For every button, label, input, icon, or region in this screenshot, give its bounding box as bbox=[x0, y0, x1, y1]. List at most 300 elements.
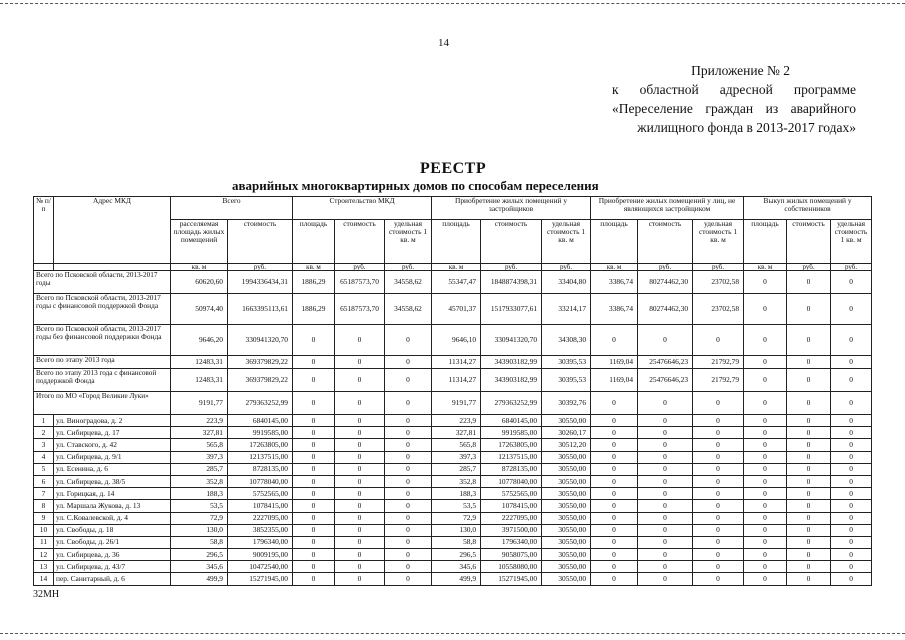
summary-cell: 279363252,99 bbox=[481, 392, 542, 415]
header-row-units bbox=[34, 264, 872, 271]
header-total: Всего bbox=[171, 197, 293, 220]
row-address: ул. Сибирцева, д. 17 bbox=[54, 427, 171, 439]
row-cell: 0 bbox=[385, 536, 432, 548]
summary-cell: 343903182,99 bbox=[481, 369, 542, 392]
row-cell: 0 bbox=[638, 524, 693, 536]
row-cell: 0 bbox=[293, 500, 335, 512]
row-cell: 0 bbox=[591, 439, 638, 451]
row-number: 14 bbox=[34, 573, 54, 585]
summary-cell: 33214,17 bbox=[542, 294, 591, 325]
table-row bbox=[34, 451, 872, 463]
summary-cell: 0 bbox=[787, 325, 831, 356]
row-cell: 0 bbox=[638, 475, 693, 487]
row-cell: 188,3 bbox=[171, 488, 228, 500]
row-cell: 30550,00 bbox=[542, 475, 591, 487]
row-cell: 0 bbox=[385, 524, 432, 536]
row-cell: 0 bbox=[638, 451, 693, 463]
summary-cell: 0 bbox=[831, 356, 872, 369]
row-cell: 58,8 bbox=[171, 536, 228, 548]
header-buyout-cost: стоимость bbox=[787, 220, 831, 264]
row-cell: 0 bbox=[293, 536, 335, 548]
header-construction: Строительство МКД bbox=[293, 197, 432, 220]
header-acquisition-developers: Приобретение жилых помещений у застройщиков bbox=[432, 197, 591, 220]
row-cell: 0 bbox=[831, 500, 872, 512]
row-cell: 0 bbox=[744, 463, 787, 475]
row-address: ул. С.Ковалевской, д. 4 bbox=[54, 512, 171, 524]
row-cell: 30550,00 bbox=[542, 488, 591, 500]
row-cell: 0 bbox=[293, 463, 335, 475]
summary-row bbox=[34, 325, 872, 356]
row-cell: 223,9 bbox=[171, 415, 228, 427]
summary-cell: 1663395113,61 bbox=[228, 294, 293, 325]
row-cell: 0 bbox=[591, 573, 638, 585]
row-cell: 296,5 bbox=[432, 549, 481, 561]
summary-cell: 0 bbox=[744, 325, 787, 356]
row-cell: 352,8 bbox=[171, 475, 228, 487]
row-cell: 0 bbox=[335, 463, 385, 475]
summary-cell: 3386,74 bbox=[591, 271, 638, 294]
row-cell: 0 bbox=[831, 463, 872, 475]
row-cell: 0 bbox=[787, 415, 831, 427]
summary-cell: 0 bbox=[787, 356, 831, 369]
summary-cell: 0 bbox=[693, 392, 744, 415]
unit-label: руб. bbox=[693, 264, 744, 271]
summary-row bbox=[34, 392, 872, 415]
unit-label: руб. bbox=[831, 264, 872, 271]
summary-cell: 12483,31 bbox=[171, 356, 228, 369]
summary-cell: 0 bbox=[831, 369, 872, 392]
row-cell: 10778040,00 bbox=[481, 475, 542, 487]
summary-cell: 9646,10 bbox=[432, 325, 481, 356]
row-cell: 0 bbox=[293, 561, 335, 573]
row-cell: 0 bbox=[293, 439, 335, 451]
row-cell: 30550,00 bbox=[542, 415, 591, 427]
row-cell: 345,6 bbox=[432, 561, 481, 573]
row-cell: 0 bbox=[693, 500, 744, 512]
row-cell: 0 bbox=[591, 415, 638, 427]
unit-label: руб. bbox=[335, 264, 385, 271]
row-cell: 0 bbox=[831, 512, 872, 524]
row-cell: 499,9 bbox=[171, 573, 228, 585]
row-cell: 0 bbox=[787, 427, 831, 439]
row-cell: 0 bbox=[335, 524, 385, 536]
row-cell: 0 bbox=[744, 524, 787, 536]
row-cell: 0 bbox=[787, 536, 831, 548]
row-cell: 0 bbox=[335, 475, 385, 487]
row-cell: 2227095,00 bbox=[228, 512, 293, 524]
summary-cell: 65187573,70 bbox=[335, 271, 385, 294]
row-cell: 0 bbox=[335, 536, 385, 548]
row-cell: 0 bbox=[693, 549, 744, 561]
row-cell: 0 bbox=[787, 463, 831, 475]
summary-cell: 0 bbox=[638, 392, 693, 415]
row-cell: 0 bbox=[335, 500, 385, 512]
summary-cell: 80274462,30 bbox=[638, 271, 693, 294]
row-cell: 12137515,00 bbox=[481, 451, 542, 463]
row-cell: 285,7 bbox=[432, 463, 481, 475]
summary-cell: 1169,04 bbox=[591, 356, 638, 369]
row-cell: 0 bbox=[638, 488, 693, 500]
summary-cell: 0 bbox=[591, 392, 638, 415]
row-cell: 0 bbox=[787, 439, 831, 451]
row-cell: 0 bbox=[335, 415, 385, 427]
appendix-line-4: жилищного фонда в 2013-2017 годах» bbox=[637, 120, 856, 135]
table-row bbox=[34, 488, 872, 500]
row-cell: 72,9 bbox=[432, 512, 481, 524]
row-cell: 0 bbox=[638, 500, 693, 512]
row-cell: 345,6 bbox=[171, 561, 228, 573]
row-cell: 30550,00 bbox=[542, 549, 591, 561]
header-buyout-unit-cost: удельная стоимость 1 кв. м bbox=[831, 220, 872, 264]
row-cell: 0 bbox=[831, 573, 872, 585]
row-cell: 0 bbox=[591, 427, 638, 439]
row-cell: 0 bbox=[385, 415, 432, 427]
summary-cell: 1169,04 bbox=[591, 369, 638, 392]
summary-label: Всего по этапу 2013 года с финансовой поддержкой Фонда bbox=[34, 369, 171, 392]
summary-cell: 0 bbox=[831, 325, 872, 356]
row-cell: 0 bbox=[831, 488, 872, 500]
table-row bbox=[34, 475, 872, 487]
row-cell: 0 bbox=[293, 524, 335, 536]
summary-cell: 9646,20 bbox=[171, 325, 228, 356]
row-cell: 1796340,00 bbox=[481, 536, 542, 548]
row-number: 11 bbox=[34, 536, 54, 548]
row-cell: 0 bbox=[787, 451, 831, 463]
row-cell: 12137515,00 bbox=[228, 451, 293, 463]
summary-cell: 45701,37 bbox=[432, 294, 481, 325]
summary-cell: 0 bbox=[787, 294, 831, 325]
header-buyout: Выкуп жилых помещений у собственников bbox=[744, 197, 872, 220]
row-cell: 0 bbox=[693, 427, 744, 439]
row-cell: 0 bbox=[385, 512, 432, 524]
summary-cell: 21792,79 bbox=[693, 369, 744, 392]
summary-cell: 0 bbox=[293, 369, 335, 392]
row-cell: 30260,17 bbox=[542, 427, 591, 439]
summary-cell: 0 bbox=[787, 369, 831, 392]
table-row bbox=[34, 463, 872, 475]
row-cell: 0 bbox=[293, 475, 335, 487]
row-cell: 0 bbox=[787, 512, 831, 524]
summary-cell: 0 bbox=[385, 356, 432, 369]
row-cell: 0 bbox=[385, 427, 432, 439]
row-cell: 0 bbox=[293, 427, 335, 439]
row-cell: 0 bbox=[335, 488, 385, 500]
row-cell: 15271945,00 bbox=[228, 573, 293, 585]
document-title: РЕЕСТР bbox=[420, 160, 487, 177]
row-cell: 0 bbox=[293, 549, 335, 561]
row-number: 7 bbox=[34, 488, 54, 500]
row-cell: 0 bbox=[744, 512, 787, 524]
row-cell: 0 bbox=[693, 439, 744, 451]
header-buyout-area: площадь bbox=[744, 220, 787, 264]
summary-cell: 0 bbox=[744, 294, 787, 325]
row-cell: 3971500,00 bbox=[481, 524, 542, 536]
row-address: ул. Горицкая, д. 14 bbox=[54, 488, 171, 500]
row-cell: 0 bbox=[787, 500, 831, 512]
row-address: ул. Есенина, д. 6 bbox=[54, 463, 171, 475]
row-address: ул. Свободы, д. 18 bbox=[54, 524, 171, 536]
row-cell: 8728135,00 bbox=[481, 463, 542, 475]
row-cell: 0 bbox=[831, 427, 872, 439]
summary-cell: 0 bbox=[744, 369, 787, 392]
unit-label: руб. bbox=[481, 264, 542, 271]
summary-cell: 23702,58 bbox=[693, 271, 744, 294]
summary-cell: 3386,74 bbox=[591, 294, 638, 325]
row-cell: 0 bbox=[385, 573, 432, 585]
row-cell: 296,5 bbox=[171, 549, 228, 561]
row-cell: 0 bbox=[787, 524, 831, 536]
footer-code: 32МН bbox=[33, 589, 60, 600]
row-address: ул. Виноградова, д. 2 bbox=[54, 415, 171, 427]
summary-cell: 369379829,22 bbox=[228, 369, 293, 392]
table-row bbox=[34, 439, 872, 451]
summary-cell: 9191,77 bbox=[171, 392, 228, 415]
row-cell: 30550,00 bbox=[542, 463, 591, 475]
header-acqdev-area: площадь bbox=[432, 220, 481, 264]
unit-label: руб. bbox=[542, 264, 591, 271]
summary-cell: 0 bbox=[831, 392, 872, 415]
row-cell: 0 bbox=[831, 451, 872, 463]
unit-empty-addr bbox=[54, 264, 171, 271]
summary-cell: 11314,27 bbox=[432, 369, 481, 392]
summary-cell: 0 bbox=[293, 356, 335, 369]
row-cell: 0 bbox=[591, 536, 638, 548]
row-cell: 0 bbox=[831, 415, 872, 427]
summary-row bbox=[34, 356, 872, 369]
row-cell: 0 bbox=[693, 475, 744, 487]
row-cell: 0 bbox=[787, 475, 831, 487]
row-cell: 0 bbox=[638, 427, 693, 439]
table-row bbox=[34, 549, 872, 561]
header-acqother-cost: стоимость bbox=[638, 220, 693, 264]
summary-cell: 279363252,99 bbox=[228, 392, 293, 415]
appendix-line-2: к областной адресной программе bbox=[612, 82, 856, 97]
row-cell: 0 bbox=[591, 451, 638, 463]
row-cell: 0 bbox=[744, 500, 787, 512]
row-cell: 0 bbox=[591, 561, 638, 573]
row-cell: 5752565,00 bbox=[228, 488, 293, 500]
row-cell: 0 bbox=[787, 573, 831, 585]
summary-cell: 0 bbox=[744, 356, 787, 369]
row-cell: 0 bbox=[787, 549, 831, 561]
row-cell: 130,0 bbox=[432, 524, 481, 536]
row-number: 2 bbox=[34, 427, 54, 439]
table-row bbox=[34, 561, 872, 573]
row-cell: 0 bbox=[693, 415, 744, 427]
summary-cell: 0 bbox=[293, 325, 335, 356]
summary-cell: 1886,29 bbox=[293, 271, 335, 294]
summary-cell: 343903182,99 bbox=[481, 356, 542, 369]
row-cell: 1796340,00 bbox=[228, 536, 293, 548]
unit-label: руб. bbox=[787, 264, 831, 271]
row-cell: 397,3 bbox=[432, 451, 481, 463]
summary-cell: 30395,53 bbox=[542, 356, 591, 369]
summary-cell: 330941320,70 bbox=[228, 325, 293, 356]
row-cell: 0 bbox=[831, 561, 872, 573]
row-cell: 6840145,00 bbox=[228, 415, 293, 427]
row-cell: 327,81 bbox=[432, 427, 481, 439]
row-cell: 9009195,00 bbox=[228, 549, 293, 561]
summary-cell: 1517933077,61 bbox=[481, 294, 542, 325]
summary-cell: 330941320,70 bbox=[481, 325, 542, 356]
row-number: 1 bbox=[34, 415, 54, 427]
row-cell: 0 bbox=[744, 488, 787, 500]
row-address: ул. Ставского, д. 42 bbox=[54, 439, 171, 451]
row-cell: 0 bbox=[693, 463, 744, 475]
row-cell: 0 bbox=[638, 512, 693, 524]
row-cell: 285,7 bbox=[171, 463, 228, 475]
row-cell: 30512,20 bbox=[542, 439, 591, 451]
row-cell: 0 bbox=[591, 512, 638, 524]
row-cell: 1078415,00 bbox=[228, 500, 293, 512]
summary-cell: 0 bbox=[385, 392, 432, 415]
row-address: пер. Санитарный, д. 6 bbox=[54, 573, 171, 585]
row-cell: 10558080,00 bbox=[481, 561, 542, 573]
unit-label: руб. bbox=[228, 264, 293, 271]
row-cell: 2227095,00 bbox=[481, 512, 542, 524]
row-cell: 0 bbox=[385, 488, 432, 500]
row-cell: 0 bbox=[385, 475, 432, 487]
row-cell: 30550,00 bbox=[542, 512, 591, 524]
header-build-cost: стоимость bbox=[335, 220, 385, 264]
row-cell: 0 bbox=[744, 439, 787, 451]
row-number: 6 bbox=[34, 475, 54, 487]
row-cell: 30550,00 bbox=[542, 573, 591, 585]
summary-cell: 0 bbox=[385, 369, 432, 392]
row-cell: 0 bbox=[335, 512, 385, 524]
row-cell: 130,0 bbox=[171, 524, 228, 536]
row-cell: 5752565,00 bbox=[481, 488, 542, 500]
page-number: 14 bbox=[438, 37, 449, 49]
row-cell: 327,81 bbox=[171, 427, 228, 439]
row-cell: 0 bbox=[693, 573, 744, 585]
row-cell: 0 bbox=[638, 463, 693, 475]
row-cell: 30550,00 bbox=[542, 561, 591, 573]
row-cell: 0 bbox=[335, 549, 385, 561]
summary-cell: 1994336434,31 bbox=[228, 271, 293, 294]
row-cell: 0 bbox=[335, 573, 385, 585]
row-cell: 0 bbox=[335, 561, 385, 573]
row-cell: 0 bbox=[638, 549, 693, 561]
row-cell: 0 bbox=[693, 451, 744, 463]
row-cell: 30550,00 bbox=[542, 451, 591, 463]
summary-cell: 11314,27 bbox=[432, 356, 481, 369]
appendix-header bbox=[612, 61, 856, 137]
row-cell: 17263805,00 bbox=[228, 439, 293, 451]
row-cell: 0 bbox=[744, 451, 787, 463]
header-acqdev-cost: стоимость bbox=[481, 220, 542, 264]
row-cell: 0 bbox=[744, 427, 787, 439]
row-address: ул. Свободы, д. 26/1 bbox=[54, 536, 171, 548]
header-address: Адрес МКД bbox=[54, 197, 171, 264]
header-build-area: площадь bbox=[293, 220, 335, 264]
row-cell: 9058075,00 bbox=[481, 549, 542, 561]
header-acqdev-unit-cost: удельная стоимость 1 кв. м bbox=[542, 220, 591, 264]
summary-cell: 25476646,23 bbox=[638, 356, 693, 369]
row-cell: 0 bbox=[293, 488, 335, 500]
row-cell: 0 bbox=[638, 415, 693, 427]
row-cell: 30550,00 bbox=[542, 536, 591, 548]
unit-label: кв. м bbox=[171, 264, 228, 271]
row-cell: 0 bbox=[744, 573, 787, 585]
header-build-unit-cost: удельная стоимость 1 кв. м bbox=[385, 220, 432, 264]
row-cell: 0 bbox=[385, 561, 432, 573]
summary-row bbox=[34, 369, 872, 392]
row-cell: 30550,00 bbox=[542, 524, 591, 536]
row-cell: 0 bbox=[693, 512, 744, 524]
row-number: 4 bbox=[34, 451, 54, 463]
row-cell: 0 bbox=[335, 451, 385, 463]
row-cell: 397,3 bbox=[171, 451, 228, 463]
row-number: 9 bbox=[34, 512, 54, 524]
row-cell: 9919585,00 bbox=[228, 427, 293, 439]
summary-cell: 0 bbox=[831, 271, 872, 294]
summary-cell: 0 bbox=[591, 325, 638, 356]
row-cell: 0 bbox=[293, 573, 335, 585]
row-cell: 0 bbox=[293, 512, 335, 524]
unit-empty-num bbox=[34, 264, 54, 271]
row-cell: 0 bbox=[693, 536, 744, 548]
unit-label: кв. м bbox=[744, 264, 787, 271]
summary-label: Всего по Псковской области, 2013-2017 годы с финансовой поддержкой Фонда bbox=[34, 294, 171, 325]
row-cell: 0 bbox=[335, 427, 385, 439]
summary-cell: 50974,40 bbox=[171, 294, 228, 325]
summary-cell: 0 bbox=[693, 325, 744, 356]
table-row bbox=[34, 500, 872, 512]
summary-cell: 34558,62 bbox=[385, 294, 432, 325]
summary-cell: 0 bbox=[831, 294, 872, 325]
summary-label: Всего по Псковской области, 2013-2017 годы без финансовой поддержки Фонда bbox=[34, 325, 171, 356]
row-cell: 0 bbox=[744, 536, 787, 548]
summary-cell: 0 bbox=[744, 271, 787, 294]
summary-cell: 0 bbox=[385, 325, 432, 356]
header-resettled-area: расселяемая площадь жилых помещений bbox=[171, 220, 228, 264]
appendix-line-1: Приложение № 2 bbox=[691, 63, 790, 78]
row-address: ул. Сибирцева, д. 9/1 bbox=[54, 451, 171, 463]
row-cell: 0 bbox=[693, 561, 744, 573]
unit-label: руб. bbox=[638, 264, 693, 271]
row-cell: 0 bbox=[591, 475, 638, 487]
row-cell: 565,8 bbox=[171, 439, 228, 451]
row-cell: 0 bbox=[744, 415, 787, 427]
row-cell: 10778040,00 bbox=[228, 475, 293, 487]
row-address: ул. Сибирцева, д. 38/5 bbox=[54, 475, 171, 487]
row-cell: 53,5 bbox=[171, 500, 228, 512]
summary-cell: 34558,62 bbox=[385, 271, 432, 294]
summary-cell: 55347,47 bbox=[432, 271, 481, 294]
summary-cell: 0 bbox=[787, 392, 831, 415]
row-number: 8 bbox=[34, 500, 54, 512]
row-cell: 10472540,00 bbox=[228, 561, 293, 573]
table-row bbox=[34, 427, 872, 439]
summary-cell: 0 bbox=[335, 325, 385, 356]
summary-cell: 25476646,23 bbox=[638, 369, 693, 392]
summary-label: Итого по МО «Город Великие Луки» bbox=[34, 392, 171, 415]
row-cell: 0 bbox=[385, 500, 432, 512]
table-row bbox=[34, 536, 872, 548]
row-number: 12 bbox=[34, 549, 54, 561]
row-cell: 0 bbox=[744, 475, 787, 487]
table-row bbox=[34, 524, 872, 536]
row-cell: 9919585,00 bbox=[481, 427, 542, 439]
summary-label: Всего по Псковской области, 2013-2017 годы bbox=[34, 271, 171, 294]
row-cell: 0 bbox=[638, 561, 693, 573]
row-address: ул. Сибирцева, д. 36 bbox=[54, 549, 171, 561]
row-cell: 0 bbox=[591, 463, 638, 475]
row-cell: 0 bbox=[787, 561, 831, 573]
row-cell: 0 bbox=[744, 549, 787, 561]
table-row bbox=[34, 512, 872, 524]
